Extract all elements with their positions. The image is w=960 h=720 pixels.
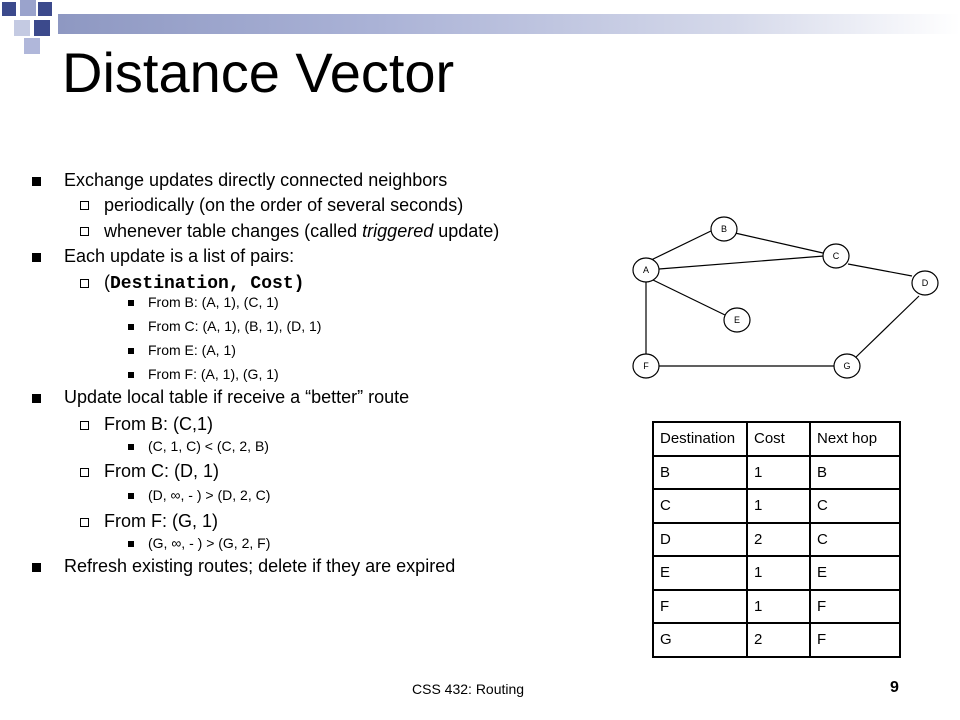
bullet-item: Update local table if receive a “better” route — [64, 387, 410, 407]
table-cell: 1 — [747, 556, 810, 590]
bullet-marker — [128, 348, 134, 354]
edge-b-c — [735, 233, 823, 253]
edge-a-c — [659, 256, 824, 269]
table-cell: 2 — [747, 623, 810, 657]
bullet-marker — [80, 421, 89, 430]
bullet-item: (D, ∞, - ) > (D, 2, C) — [148, 487, 271, 503]
table-cell: 2 — [747, 523, 810, 557]
bullet-marker — [80, 201, 89, 210]
table-row — [653, 523, 900, 557]
page-number: 9 — [890, 679, 899, 696]
bullet-item: Exchange updates directly connected neighbors — [64, 170, 448, 190]
column-header: Destination — [653, 422, 747, 456]
bullet-item: whenever table changes (called triggered update) — [104, 221, 500, 241]
bullet-marker — [32, 394, 41, 403]
node-label-e: E — [733, 315, 741, 325]
table-cell: D — [653, 523, 747, 557]
bullet-item: periodically (on the order of several seconds) — [104, 195, 464, 215]
table-cell: F — [653, 590, 747, 624]
table-cell: G — [653, 623, 747, 657]
table-cell: F — [810, 623, 900, 657]
bullet-marker — [32, 177, 41, 186]
column-header: Cost — [747, 422, 810, 456]
table-cell: E — [653, 556, 747, 590]
bullet-item: From B: (C,1) — [104, 414, 214, 434]
bullet-marker — [80, 518, 89, 527]
table-cell: B — [653, 456, 747, 490]
bullet-marker — [80, 468, 89, 477]
bullet-marker — [128, 300, 134, 306]
bullet-marker — [128, 493, 134, 499]
column-header: Next hop — [810, 422, 900, 456]
slide-title: Distance Vector — [62, 41, 455, 104]
table-cell: F — [810, 590, 900, 624]
node-label-g: G — [843, 361, 851, 371]
table-header-row — [653, 422, 900, 456]
node-label-a: A — [642, 265, 650, 275]
table-cell: 1 — [747, 489, 810, 523]
bullet-item: Each update is a list of pairs: — [64, 246, 295, 266]
bullet-marker — [128, 324, 134, 330]
node-label-d: D — [921, 278, 929, 288]
slide-footer: CSS 432: Routing — [412, 681, 525, 697]
bullet-item: From F: (G, 1) — [104, 511, 218, 531]
edge-a-e — [653, 280, 725, 315]
table-row — [653, 456, 900, 490]
bullet-item: From C: (D, 1) — [104, 461, 219, 481]
bullet-marker — [80, 279, 89, 288]
bullet-item: From B: (A, 1), (C, 1) — [148, 294, 279, 310]
bullet-marker — [128, 372, 134, 378]
node-label-b: B — [720, 224, 728, 234]
bullet-marker — [128, 444, 134, 450]
edge-c-d — [848, 264, 912, 276]
node-label-c: C — [832, 251, 840, 261]
bullet-item: From F: (A, 1), (G, 1) — [148, 366, 279, 382]
table-cell: 1 — [747, 590, 810, 624]
table-cell: C — [810, 523, 900, 557]
bullet-marker — [80, 227, 89, 236]
table-row — [653, 590, 900, 624]
table-row — [653, 623, 900, 657]
bullet-marker — [32, 563, 41, 572]
bullet-item: (C, 1, C) < (C, 2, B) — [148, 438, 269, 454]
network-graph — [618, 210, 958, 390]
bullet-marker — [128, 541, 134, 547]
table-row — [653, 556, 900, 590]
edge-a-b — [647, 230, 713, 262]
table-cell: B — [810, 456, 900, 490]
bullet-marker — [32, 253, 41, 262]
bullet-item: From C: (A, 1), (B, 1), (D, 1) — [148, 318, 322, 334]
bullet-item: Refresh existing routes; delete if they are expired — [64, 556, 456, 576]
bullet-item: (G, ∞, - ) > (G, 2, F) — [148, 535, 271, 551]
edge-d-g — [854, 296, 919, 359]
table-cell: C — [653, 489, 747, 523]
table-cell: E — [810, 556, 900, 590]
bullet-item: (Destination, Cost) — [104, 272, 305, 294]
table-row — [653, 489, 900, 523]
node-label-f: F — [643, 361, 649, 371]
table-cell: C — [810, 489, 900, 523]
table-cell: 1 — [747, 456, 810, 490]
routing-table — [652, 421, 901, 658]
bullet-item: From E: (A, 1) — [148, 342, 236, 358]
